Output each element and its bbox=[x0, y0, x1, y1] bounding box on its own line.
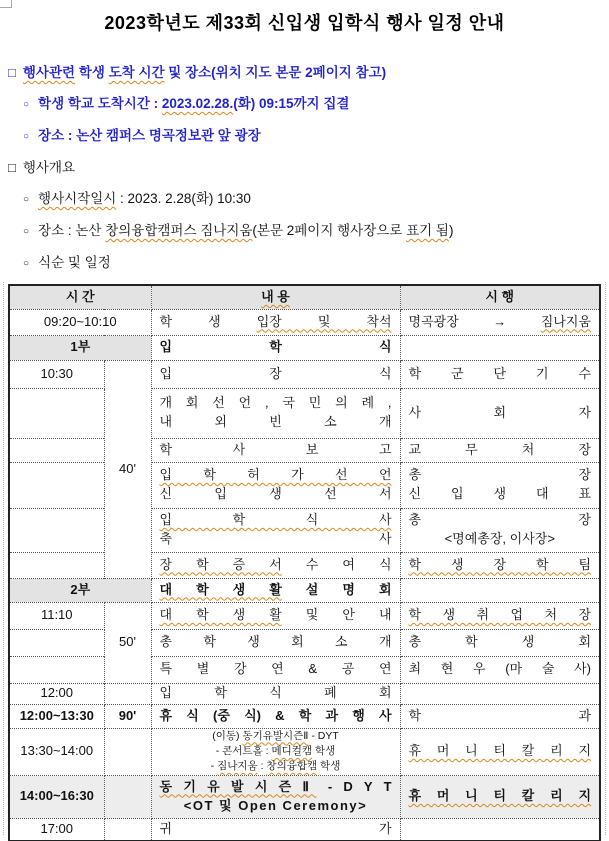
table-cell: 교 무 처 장 bbox=[400, 438, 600, 462]
cell-line: 총 장 bbox=[408, 467, 592, 483]
text-run: 및 안 내 bbox=[281, 607, 392, 623]
table-cell bbox=[400, 508, 600, 552]
misspelled-word: 학 생 취 업 처 장 bbox=[408, 607, 592, 623]
misspelled-word: 입 학 식 사 bbox=[159, 512, 392, 528]
table-cell: 사 회 자 bbox=[400, 388, 600, 438]
table-cell bbox=[9, 552, 104, 578]
table-cell: 11:10 bbox=[9, 602, 104, 629]
table-cell: 학 과 bbox=[400, 704, 600, 728]
table-row bbox=[9, 335, 600, 360]
table-cell bbox=[151, 552, 400, 578]
table-row bbox=[9, 656, 600, 683]
bullet-item bbox=[8, 120, 609, 152]
bullet-text bbox=[23, 160, 75, 175]
table-cell bbox=[151, 285, 400, 309]
text-run: 식순 및 일정 bbox=[38, 255, 111, 270]
table-row bbox=[9, 629, 600, 656]
table-cell bbox=[151, 602, 400, 629]
table-cell bbox=[400, 335, 600, 360]
misspelled-word: 대 학 생 활 bbox=[159, 607, 282, 623]
schedule-table bbox=[8, 284, 601, 841]
cell-line bbox=[157, 744, 395, 759]
text-run: - DYT bbox=[308, 729, 339, 742]
table-row bbox=[9, 462, 600, 508]
bullet-item bbox=[8, 247, 609, 279]
cell-line: 개 회 선 언 , 국 민 의 례 , bbox=[159, 395, 392, 411]
cell-line: <명예총장, 이사장> bbox=[444, 531, 555, 546]
text-run: : bbox=[257, 760, 267, 773]
table-row bbox=[9, 683, 600, 704]
table-row bbox=[9, 818, 600, 841]
table-cell: 2부 bbox=[9, 578, 151, 602]
table-cell bbox=[400, 309, 600, 335]
table-cell: 특 별 강 연 & 공 연 bbox=[151, 656, 400, 683]
misspelled-word: 장 학 증 서 bbox=[159, 556, 282, 572]
table-cell bbox=[400, 602, 600, 629]
margin-guide-right bbox=[605, 282, 606, 835]
table-cell: 귀 가 bbox=[151, 818, 400, 841]
table-cell bbox=[104, 775, 151, 818]
cell-line: 내 외 빈 소 개 bbox=[159, 414, 392, 429]
table-cell bbox=[9, 508, 104, 552]
table-cell: 17:00 bbox=[9, 818, 104, 841]
table-cell: 40' bbox=[104, 360, 151, 578]
table-cell: 12:00 bbox=[9, 683, 104, 704]
table-cell bbox=[9, 438, 104, 462]
table-cell: 최 현 우 (마 술 사) bbox=[400, 656, 600, 683]
misspelled-word: 학 생 장 학 팀 bbox=[408, 556, 592, 572]
text-run: 및 장소(위치 지도 본문 2페이지 참고) bbox=[164, 65, 387, 80]
table-cell: 90' bbox=[104, 704, 151, 728]
table-cell bbox=[151, 775, 400, 818]
table-row bbox=[9, 704, 600, 728]
table-row bbox=[9, 360, 600, 388]
misspelled-word: 창의융합캠 bbox=[266, 760, 318, 773]
text-run: - bbox=[210, 760, 218, 773]
circle-bullet-icon: ○ bbox=[23, 131, 30, 142]
table-cell: 학 군 단 기 수 bbox=[400, 360, 600, 388]
text-run: 행사개요 bbox=[22, 160, 76, 175]
table-cell: 10:30 bbox=[9, 360, 104, 388]
text-run: - 콘서트홀 : bbox=[215, 744, 272, 757]
table-row bbox=[9, 508, 600, 552]
table-cell bbox=[400, 462, 600, 508]
table-row bbox=[9, 285, 600, 309]
table-cell: 14:00~16:30 bbox=[9, 775, 104, 818]
text-run: 학 생 bbox=[159, 313, 257, 329]
bullet-item bbox=[8, 183, 609, 215]
text-run: (이동) bbox=[212, 729, 243, 742]
table-row bbox=[9, 578, 600, 602]
cell-line: 축 사 bbox=[159, 531, 392, 546]
bullet-text bbox=[23, 65, 386, 80]
text-run: 설 명 회 bbox=[281, 581, 392, 597]
misspelled-word: 내 용 bbox=[261, 288, 290, 304]
cell-line: 총 장 bbox=[408, 512, 592, 528]
bullet-item bbox=[8, 88, 609, 120]
table-cell: 50' bbox=[104, 602, 151, 683]
misspelled-word: 동기유발시즌Ⅱ bbox=[242, 729, 309, 742]
square-bullet-icon: □ bbox=[8, 160, 16, 175]
misspelled-word: 짐나지움 bbox=[217, 760, 258, 773]
misspelled-word: 입 학 허 가 선 언 bbox=[159, 467, 392, 483]
table-cell: 휴 식 (중 식) & 학 과 행 사 bbox=[151, 704, 400, 728]
text-run: 학생 bbox=[75, 65, 109, 80]
text-run: : 2023. 2.28(화) 10:30 bbox=[116, 191, 251, 206]
misspelled-word: 행사시작일시 bbox=[38, 191, 117, 206]
misspelled-word: 입장 및 착석 bbox=[256, 313, 392, 329]
misspelled-word: 행사관련 bbox=[22, 65, 76, 80]
bullet-text bbox=[38, 255, 111, 270]
bullet-text bbox=[38, 191, 251, 206]
table-cell: 13:30~14:00 bbox=[9, 728, 104, 775]
misspelled-word: 창의융합캠퍼스 짐나지움 bbox=[105, 223, 253, 238]
table-cell bbox=[104, 728, 151, 775]
cell-line bbox=[157, 759, 395, 774]
table-cell: 총 학 생 회 소 개 bbox=[151, 629, 400, 656]
page-corner-mark bbox=[0, 0, 12, 8]
table-cell: 입 학 식 bbox=[151, 335, 400, 360]
table-row bbox=[9, 602, 600, 629]
misspelled-word: 짐나지움 bbox=[540, 313, 592, 329]
bullet-text bbox=[38, 223, 453, 238]
text-run: - D Y T bbox=[316, 778, 392, 794]
misspelled-word: 휴 머 니 티 칼 리 지 bbox=[408, 743, 592, 759]
cell-line bbox=[160, 778, 392, 797]
circle-bullet-icon: ○ bbox=[23, 226, 30, 237]
table-cell: 12:00~13:30 bbox=[9, 704, 104, 728]
cell-line: 신 입 생 선 서 bbox=[159, 486, 392, 501]
table-cell: 1부 bbox=[9, 335, 151, 360]
cell-line bbox=[160, 466, 392, 485]
table-cell: 총 학 생 회 bbox=[400, 629, 600, 656]
table-cell bbox=[9, 656, 104, 683]
misspelled-word: 표기 됨 bbox=[406, 223, 449, 238]
misspelled-word: 동 기 유 발 시 즌 Ⅱ bbox=[159, 778, 317, 794]
margin-guide-left bbox=[3, 282, 4, 835]
bullet-text bbox=[38, 96, 349, 111]
table-cell bbox=[151, 388, 400, 438]
misspelled-word: 메디컬캠 bbox=[271, 744, 313, 757]
table-cell bbox=[400, 818, 600, 841]
table-row bbox=[9, 775, 600, 818]
table-cell bbox=[151, 462, 400, 508]
circle-bullet-icon: ○ bbox=[23, 258, 30, 269]
cell-line: 신 입 생 대 표 bbox=[408, 486, 592, 501]
table-cell bbox=[151, 728, 400, 775]
bullet-list bbox=[8, 57, 609, 279]
text-run: (화) 09:15까지 집결 bbox=[233, 96, 350, 111]
table-cell bbox=[400, 578, 600, 602]
bullet-item bbox=[8, 152, 609, 183]
table-cell bbox=[9, 388, 104, 438]
text-run: 장소 : 논산 캠퍼스 명곡정보관 앞 광장 bbox=[38, 128, 261, 143]
table-cell bbox=[104, 818, 151, 841]
text-run: ) bbox=[448, 223, 454, 238]
circle-bullet-icon: ○ bbox=[23, 194, 30, 205]
table-row bbox=[9, 388, 600, 438]
table-cell: 시 간 bbox=[9, 285, 151, 309]
table-cell bbox=[151, 309, 400, 335]
text-run: 장소 : 논산 bbox=[38, 223, 106, 238]
document-title: 2023학년도 제33회 신입생 입학식 행사 일정 안내 bbox=[104, 13, 505, 33]
table-cell bbox=[9, 629, 104, 656]
table-cell bbox=[400, 552, 600, 578]
bullet-text bbox=[38, 128, 261, 143]
cell-line: <OT 및 Open Ceremony> bbox=[183, 797, 368, 813]
table-cell: 입 장 식 bbox=[151, 360, 400, 388]
circle-bullet-icon: ○ bbox=[23, 99, 30, 110]
table-row bbox=[9, 728, 600, 775]
text-run: 학생 bbox=[317, 760, 341, 773]
bullet-item bbox=[8, 215, 609, 247]
table-cell bbox=[9, 462, 104, 508]
misspelled-word: 대 학 생 활 bbox=[159, 581, 282, 597]
text-run: (본문 2페이지 행사장으로 bbox=[252, 223, 407, 238]
table-row bbox=[9, 438, 600, 462]
table-cell: 09:20~10:10 bbox=[9, 309, 151, 335]
misspelled-word: 휴 머 니 티 칼 리 지 bbox=[408, 788, 592, 804]
table-cell bbox=[151, 508, 400, 552]
table-cell: 학 사 보 고 bbox=[151, 438, 400, 462]
table-cell bbox=[400, 775, 600, 818]
table-cell: 시 행 bbox=[400, 285, 600, 309]
text-run: 학생 학교 도착시간 : bbox=[38, 96, 162, 111]
cell-line bbox=[157, 729, 395, 744]
schedule-table-body bbox=[9, 285, 600, 841]
table-cell bbox=[104, 683, 151, 704]
table-cell bbox=[400, 683, 600, 704]
misspelled-word: 도착 시간 bbox=[108, 65, 165, 80]
table-row bbox=[9, 552, 600, 578]
misspelled-word: 2023.02.28. bbox=[161, 96, 234, 111]
table-cell bbox=[400, 728, 600, 775]
table-cell bbox=[151, 578, 400, 602]
text-run: 수 여 식 bbox=[281, 556, 392, 572]
table-cell: 입 학 식 폐 회 bbox=[151, 683, 400, 704]
cell-line bbox=[160, 511, 392, 530]
text-run: 학생 bbox=[312, 744, 336, 757]
table-row bbox=[9, 309, 600, 335]
square-bullet-icon: □ bbox=[8, 65, 16, 80]
bullet-item bbox=[8, 57, 609, 88]
text-run: 명곡광장 → bbox=[408, 313, 541, 329]
